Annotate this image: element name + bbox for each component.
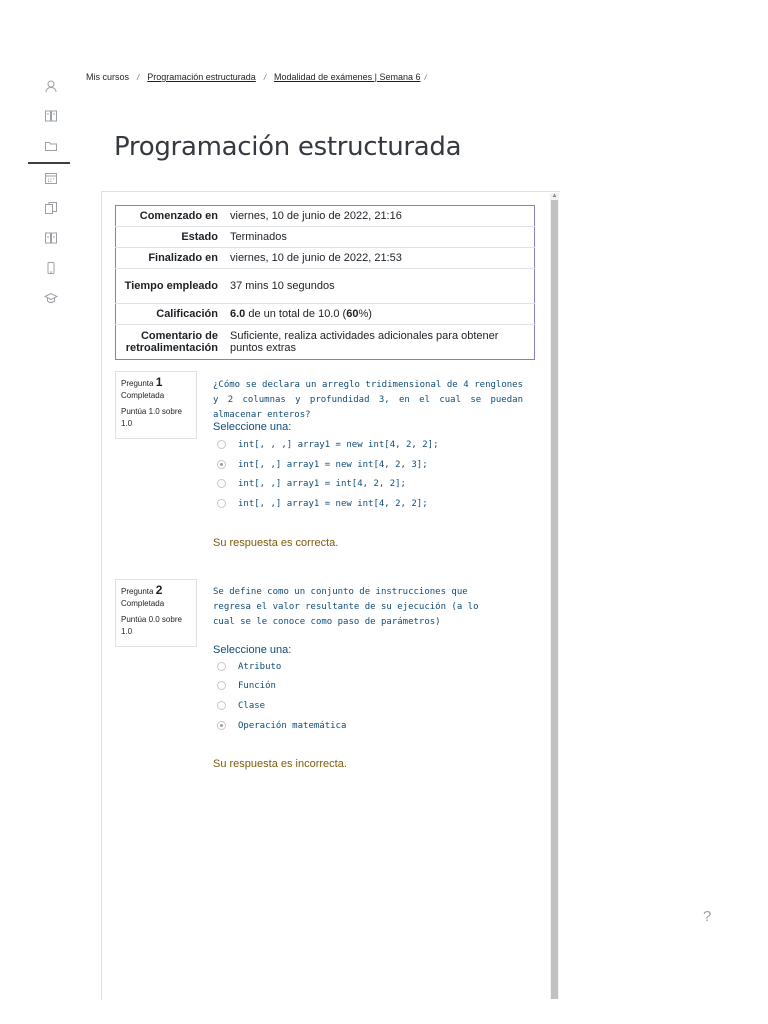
summary-row (116, 269, 535, 304)
answer-option[interactable] (217, 460, 428, 470)
answer-prompt: Seleccione una: (213, 421, 292, 433)
radio-button[interactable] (217, 701, 226, 710)
radio-button-selected[interactable] (217, 460, 226, 469)
breadcrumb-separator: / (263, 73, 267, 82)
book-open-icon[interactable] (44, 231, 58, 245)
radio-button[interactable] (217, 440, 226, 449)
breadcrumb-item-course[interactable]: Programación estructurada (147, 72, 256, 82)
active-nav-indicator (28, 162, 70, 164)
answer-option[interactable] (217, 499, 428, 509)
question-label: Pregunta (121, 587, 154, 596)
summary-value: 37 mins 10 segundos (224, 269, 535, 304)
summary-row (116, 227, 535, 248)
copy-icon[interactable] (44, 201, 58, 215)
question-label: Pregunta (121, 379, 154, 388)
answer-feedback: Su respuesta es correcta. (213, 537, 339, 549)
answer-option[interactable] (217, 662, 281, 672)
option-label: int[, , ,] array1 = new int[4, 2, 2]; (238, 440, 439, 450)
calendar-icon[interactable] (44, 171, 58, 185)
graduation-cap-icon[interactable] (44, 291, 58, 305)
mobile-icon[interactable] (44, 261, 58, 275)
breadcrumb-separator: / (424, 73, 427, 82)
radio-button[interactable] (217, 662, 226, 671)
summary-row (116, 248, 535, 269)
option-label: Clase (238, 701, 266, 711)
option-label: int[, ,] array1 = int[4, 2, 2]; (238, 479, 406, 489)
option-label: Función (238, 681, 276, 691)
breadcrumb (86, 72, 435, 82)
folder-icon[interactable] (44, 139, 58, 153)
question-info-box (115, 371, 197, 439)
breadcrumb-item-exam-mode[interactable]: Modalidad de exámenes | Semana 6 (274, 72, 421, 82)
option-label: int[, ,] array1 = new int[4, 2, 2]; (238, 499, 428, 509)
summary-label: Comentario de retroalimentación (116, 325, 225, 360)
question-info-box (115, 579, 197, 647)
book-icon[interactable] (44, 109, 58, 123)
grade-total: de un total de 10.0 ( (245, 308, 347, 320)
page-title: Programación estructurada (114, 132, 462, 162)
summary-row (116, 206, 535, 227)
answer-option[interactable] (217, 479, 406, 489)
radio-button[interactable] (217, 499, 226, 508)
question-text: ¿Cómo se declara un arreglo tridimensional de 4 renglones y 2 columnas y profundidad 3, en el cual se puedan almacenar enteros? (213, 380, 523, 420)
question-score: Puntúa 1.0 sobre 1.0 (121, 407, 182, 428)
summary-value: Suficiente, realiza actividades adicionales para obtener puntos extras (224, 325, 535, 360)
question-score: Puntúa 0.0 sobre 1.0 (121, 615, 182, 636)
question-number-value: 2 (155, 583, 163, 597)
summary-label: Tiempo empleado (116, 269, 225, 304)
question-status: Completada (121, 599, 165, 608)
help-button[interactable]: ? (703, 908, 712, 925)
summary-value: viernes, 10 de junio de 2022, 21:16 (230, 210, 402, 222)
summary-label: Estado (116, 227, 225, 248)
answer-prompt: Seleccione una: (213, 644, 292, 656)
option-label: Atributo (238, 662, 282, 672)
grade-percent-suffix: %) (358, 308, 372, 320)
question-status: Completada (121, 391, 165, 400)
question-number-value: 1 (155, 375, 163, 389)
summary-row (116, 304, 535, 325)
radio-button[interactable] (217, 479, 226, 488)
summary-row (116, 325, 535, 360)
user-icon[interactable] (44, 79, 58, 93)
answer-option[interactable] (217, 701, 265, 711)
summary-value: viernes, 10 de junio de 2022, 21:53 (224, 248, 535, 269)
grade-score: 6.0 (230, 308, 246, 320)
answer-option[interactable] (217, 440, 438, 450)
question-number (121, 376, 191, 390)
answer-option[interactable] (217, 721, 346, 731)
breadcrumb-separator: / (137, 73, 140, 82)
option-label: Operación matemática (238, 721, 347, 731)
grade-percent: 60 (346, 308, 359, 320)
summary-label: Comenzado en (139, 210, 218, 222)
scroll-up-arrow-icon[interactable]: ▲ (551, 193, 558, 199)
radio-button[interactable] (217, 681, 226, 690)
summary-value: Terminados (224, 227, 535, 248)
grade-value (224, 304, 535, 325)
breadcrumb-item-mis-cursos[interactable]: Mis cursos (86, 72, 130, 82)
answer-feedback: Su respuesta es incorrecta. (213, 758, 347, 770)
question-text: Se define como un conjunto de instrucciones que regresa el valor resultante de su ejecución (a lo cual se le conoce como paso de parámetros) (213, 587, 479, 627)
option-label: int[, ,] array1 = new int[4, 2, 3]; (238, 460, 428, 470)
attempt-summary-table (115, 205, 535, 360)
summary-label: Finalizado en (116, 248, 225, 269)
answer-option[interactable] (217, 681, 276, 691)
summary-label: Calificación (116, 304, 225, 325)
scrollbar-thumb[interactable] (551, 200, 558, 999)
radio-button-selected[interactable] (217, 721, 226, 730)
question-number (121, 584, 191, 598)
